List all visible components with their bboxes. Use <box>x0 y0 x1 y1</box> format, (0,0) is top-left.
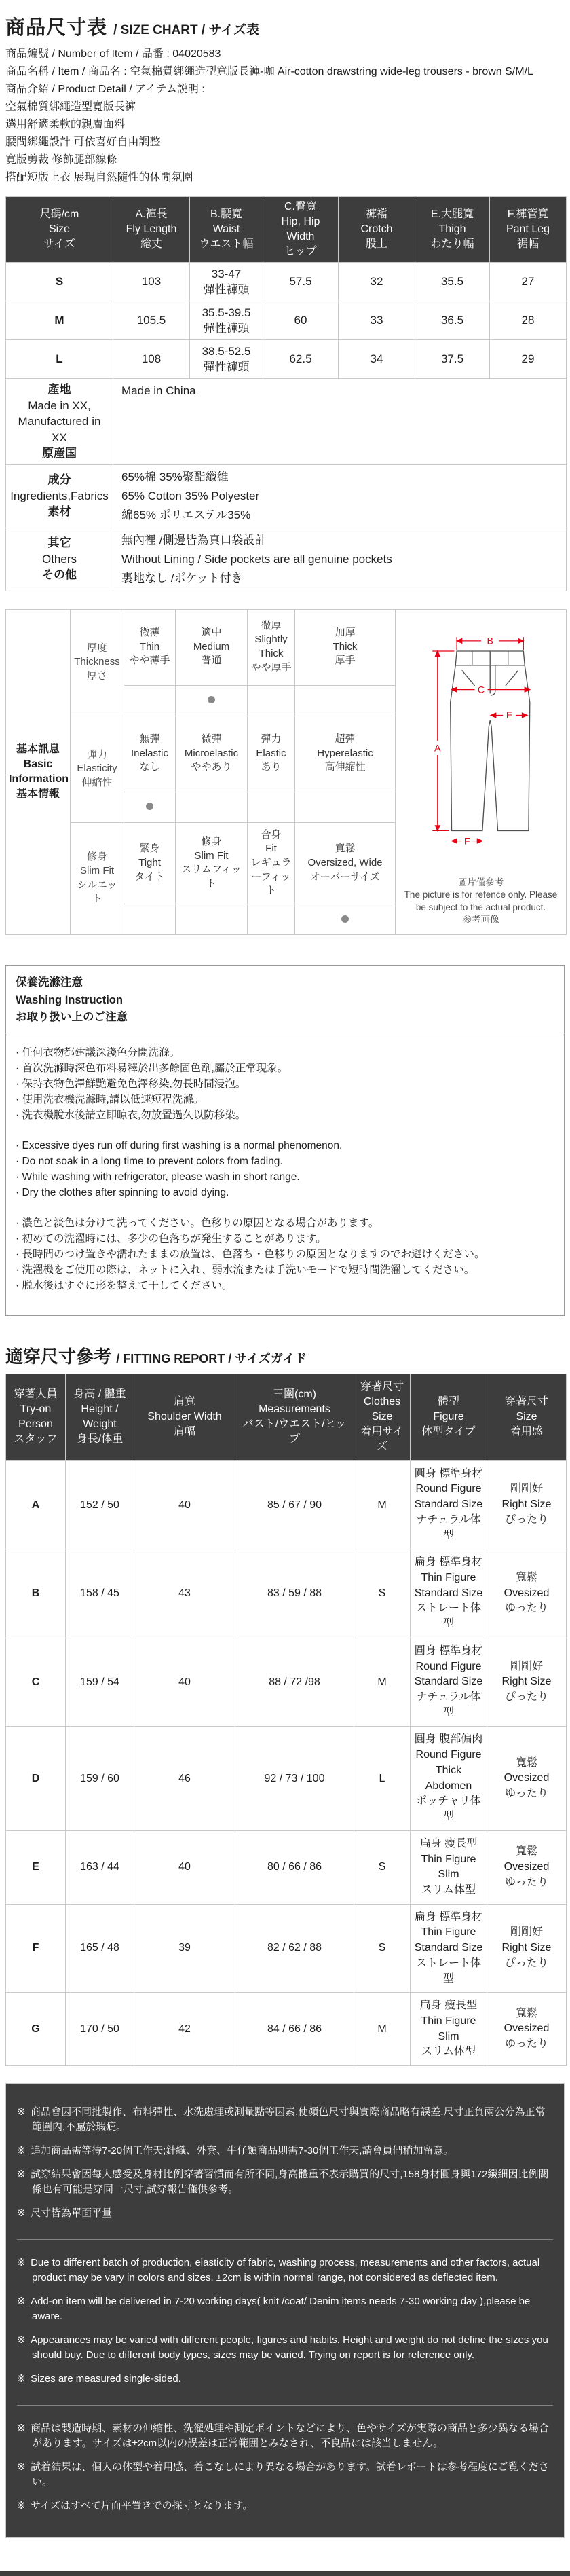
thickness-dot-cell <box>295 685 396 716</box>
thigh-cell: 37.5 <box>415 340 490 379</box>
col-hip: C.臀寬 Hip, Hip Width ヒップ <box>263 197 339 263</box>
measure-label-e: E <box>506 710 512 721</box>
elasticity-option-elastic: 彈力 Elastic あり <box>248 716 295 792</box>
col-clothes-size: 穿著尺寸 Clothes Size 着用サイズ <box>354 1374 411 1460</box>
col-waist: B.腰寬 Waist ウエスト幅 <box>190 197 263 263</box>
measurements-cell: 84 / 66 / 86 <box>235 1993 354 2066</box>
footer-note: ※ 試着結果は、個人の体型や着用感、着こなしにより異なる場合があります。試着レポートは参考程度にご覧ください。 <box>17 2460 553 2490</box>
clothes-size-cell: S <box>354 1904 411 1993</box>
page-title <box>5 12 565 40</box>
clothes-size-cell: M <box>354 1460 411 1549</box>
thickness-dot-cell <box>248 685 295 716</box>
trousers-measurement-diagram <box>400 617 562 870</box>
diagram-caption: 圖片僅參考 The picture is for refence only. Please be subject to the actual product. 参考画像 <box>404 877 558 925</box>
fitting-report-heading <box>5 1343 565 1368</box>
col-tryon-person: 穿著人員 Try-on Person スタッフ <box>6 1374 66 1460</box>
washing-note: · 保持衣物色澤鮮艷避免色澤移染,勿長時間浸泡。 <box>16 1076 554 1092</box>
fitting-row <box>6 1638 567 1727</box>
size-row <box>6 340 567 379</box>
others-label: 其它 Others その他 <box>6 528 113 591</box>
col-fly-length: A.褲長 Fly Length 総丈 <box>113 197 190 263</box>
crotch-cell: 34 <box>339 340 415 379</box>
slimfit-dot-cell <box>176 904 248 935</box>
measurements-cell: 88 / 72 /98 <box>235 1638 354 1727</box>
slimfit-dot-cell <box>295 904 396 935</box>
washing-instruction-box <box>5 965 565 1316</box>
elasticity-label: 彈力 Elasticity 伸縮性 <box>71 716 124 822</box>
pant-leg-cell: 28 <box>490 301 567 340</box>
slimfit-option-fit: 合身 Fit レギュラーフィット <box>248 822 295 904</box>
person-cell: E <box>6 1830 66 1904</box>
footer-notes-box <box>5 2083 565 2538</box>
washing-notes-en <box>16 1138 554 1200</box>
measurement-diagram-cell <box>396 609 567 934</box>
shoulder-cell: 43 <box>134 1549 235 1638</box>
figure-cell: 扁身 標準身材 Thin Figure Standard Size ストレート体型 <box>411 1904 487 1993</box>
size-feel-cell: 寬鬆 Ovesized ゆったり <box>487 1727 567 1830</box>
fitting-row <box>6 1830 567 1904</box>
measure-label-a: A <box>434 742 441 754</box>
size-row <box>6 301 567 340</box>
origin-row <box>6 379 567 464</box>
thigh-cell: 35.5 <box>415 263 490 301</box>
footer-note: ※ Sizes are measured single-sided. <box>17 2372 553 2387</box>
washing-note: · Dry the clothes after spinning to avoid dying. <box>16 1185 554 1200</box>
pant-leg-cell: 27 <box>490 263 567 301</box>
thickness-option-thick: 加厚 Thick 厚手 <box>295 609 396 685</box>
washing-notes-ja <box>16 1215 554 1293</box>
footer-note: ※ 尺寸皆為單面平量 <box>17 2206 553 2221</box>
clothes-size-cell: M <box>354 1638 411 1727</box>
shoulder-cell: 40 <box>134 1460 235 1549</box>
thickness-options-row <box>6 609 567 685</box>
size-feel-cell: 剛剛好 Right Size ぴったり <box>487 1460 567 1549</box>
clothes-size-cell: L <box>354 1727 411 1830</box>
washing-note: · 洗衣機脫水後請立即晾衣,勿放置過久以防移染。 <box>16 1107 554 1123</box>
fitting-row <box>6 1460 567 1549</box>
page-title-zh: 商品尺寸表 <box>5 17 108 39</box>
selected-dot-icon <box>208 696 215 703</box>
col-height-weight: 身高 / 體重 Height / Weight 身長/体重 <box>66 1374 134 1460</box>
waist-cell: 35.5-39.5 彈性褲頭 <box>190 301 263 340</box>
shoulder-cell: 46 <box>134 1727 235 1830</box>
measurements-cell: 85 / 67 / 90 <box>235 1460 354 1549</box>
crotch-cell: 33 <box>339 301 415 340</box>
height-weight-cell: 163 / 44 <box>66 1830 134 1904</box>
size-feel-cell: 寬鬆 Ovesized ゆったり <box>487 1993 567 2066</box>
col-measurements: 三圍(cm) Measurements バスト/ウエスト/ヒップ <box>235 1374 354 1460</box>
elasticity-dot-cell <box>124 792 176 822</box>
fabric-label: 成分 Ingredients,Fabrics 素材 <box>6 464 113 528</box>
footer-note: ※ Add-on item will be delivered in 7-20 working days( knit /coat/ Denim items needs 7-30 working day ),please be aware. <box>17 2294 553 2324</box>
person-cell: G <box>6 1993 66 2066</box>
size-table <box>5 196 567 591</box>
product-detail-line: 選用舒適柔軟的親膚面料 <box>5 119 126 130</box>
washing-note: · 首次洗滌時深色布料易釋於出多餘固色劑,屬於正常現象。 <box>16 1061 554 1076</box>
size-feel-cell: 剛剛好 Right Size ぴったり <box>487 1638 567 1727</box>
others-row <box>6 528 567 591</box>
item-number-line: 商品編號 / Number of Item / 品番 : 04020583 <box>5 48 221 60</box>
product-detail-line: 搭配短版上衣 展現自然隨性的休閒氛圍 <box>5 172 193 183</box>
figure-cell: 圓身 腹部偏肉 Round Figure Thick Abdomen ポッチャリ体型 <box>411 1727 487 1830</box>
page-title-suffix: / SIZE CHART / サイズ表 <box>113 23 259 37</box>
origin-value: Made in China <box>113 379 567 464</box>
footer-note: ※ サイズはすべて片面平置きでの採寸となります。 <box>17 2499 553 2514</box>
slimfit-dot-cell <box>248 904 295 935</box>
figure-cell: 扁身 瘦長型 Thin Figure Slim スリム体型 <box>411 1993 487 2066</box>
product-detail-label: 商品介紹 / Product Detail / アイテム説明 : <box>5 84 205 95</box>
hip-cell: 57.5 <box>263 263 339 301</box>
fitting-row <box>6 1993 567 2066</box>
fabric-value: 65%棉 35%聚酯纖維 65% Cotton 35% Polyester 綿65% ポリエステル35% <box>113 464 567 528</box>
slimfit-option-tight: 緊身 Tight タイト <box>124 822 176 904</box>
height-weight-cell: 170 / 50 <box>66 1993 134 2066</box>
height-weight-cell: 152 / 50 <box>66 1460 134 1549</box>
selected-dot-icon <box>341 915 349 923</box>
thickness-dot-cell <box>124 685 176 716</box>
shoulder-cell: 40 <box>134 1638 235 1727</box>
washing-note: · 初めての洗濯時には、多少の色落ちが発生することがあります。 <box>16 1231 554 1247</box>
washing-instruction-body <box>6 1035 564 1315</box>
height-weight-cell: 159 / 54 <box>66 1638 134 1727</box>
height-weight-cell: 159 / 60 <box>66 1727 134 1830</box>
bottom-divider-bar <box>0 2571 570 2576</box>
fitting-row <box>6 1727 567 1830</box>
footer-note: ※ Appearances may be varied with different people, figures and habits. Height and weight do not define the sizes you should buy. Due to different body types, sizes may be varied. Trying on report is for reference only. <box>17 2333 553 2363</box>
size-cell: L <box>6 340 113 379</box>
figure-cell: 圓身 標準身材 Round Figure Standard Size ナチュラル体型 <box>411 1638 487 1727</box>
footer-notes-en <box>17 2239 553 2405</box>
basic-info-title: 基本訊息 Basic Information 基本情報 <box>6 609 71 934</box>
basic-info-table <box>5 609 567 935</box>
elasticity-option-inelastic: 無彈 Inelastic なし <box>124 716 176 792</box>
washing-note: · 脱水後はすぐに形を整えて干してください。 <box>16 1278 554 1293</box>
footer-notes-zh <box>17 2089 553 2239</box>
col-size-feel: 穿著尺寸 Size 着用感 <box>487 1374 567 1460</box>
measurements-cell: 80 / 66 / 86 <box>235 1830 354 1904</box>
col-shoulder-width: 肩寬 Shoulder Width 肩幅 <box>134 1374 235 1460</box>
washing-instruction-title: 保養洗滌注意 Washing Instruction お取り扱い上のご注意 <box>6 966 564 1035</box>
size-row <box>6 263 567 301</box>
elasticity-dot-cell <box>248 792 295 822</box>
washing-note: · 任何衣物都建議深淺色分開洗滌。 <box>16 1045 554 1061</box>
col-size: 尺碼/cm Size サイズ <box>6 197 113 263</box>
footer-note: ※ 試穿結果會因每人感受及身材比例穿著習慣而有所不同,身高體重不表示購買的尺寸,158身材圓身與172纖細因比例關係也有可能是穿同一尺寸,試穿報告僅供參考。 <box>17 2167 553 2197</box>
size-feel-cell: 寬鬆 Ovesized ゆったり <box>487 1549 567 1638</box>
washing-note: · While washing with refrigerator, please wash in short range. <box>16 1169 554 1185</box>
fitting-row <box>6 1549 567 1638</box>
washing-note: · 使用洗衣機洗滌時,請以低速短程洗滌。 <box>16 1092 554 1107</box>
measurements-cell: 83 / 59 / 88 <box>235 1549 354 1638</box>
measure-label-f: F <box>463 835 470 847</box>
fitting-table <box>5 1374 567 2066</box>
fitting-header-row <box>6 1374 567 1460</box>
thickness-option-medium: 適中 Medium 普通 <box>176 609 248 685</box>
size-feel-cell: 寬鬆 Ovesized ゆったり <box>487 1830 567 1904</box>
col-thigh: E.大腿寬 Thigh わたり幅 <box>415 197 490 263</box>
slimfit-dot-cell <box>124 904 176 935</box>
elasticity-option-hyperelastic: 超彈 Hyperelastic 高伸縮性 <box>295 716 396 792</box>
product-detail-line: 腰間綁繩設計 可依喜好自由調整 <box>5 136 161 148</box>
measure-label-b: B <box>486 636 493 647</box>
shoulder-cell: 39 <box>134 1904 235 1993</box>
person-cell: C <box>6 1638 66 1727</box>
slimfit-option-oversized: 寬鬆 Oversized, Wide オーバーサイズ <box>295 822 396 904</box>
hip-cell: 60 <box>263 301 339 340</box>
product-detail-line: 寬版剪裁 修飾腿部線條 <box>5 154 117 166</box>
footer-note: ※ Due to different batch of production, elasticity of fabric, washing process, measurements and other factors, actual product may be vary in colors and sizes. ±2cm is within normal range, not considered as deflected item. <box>17 2256 553 2285</box>
washing-note: · Excessive dyes run off during first washing is a normal phenomenon. <box>16 1138 554 1154</box>
thickness-option-slightly-thick: 微厚 Slightly Thick やや厚手 <box>248 609 295 685</box>
shoulder-cell: 42 <box>134 1993 235 2066</box>
slimfit-option-slim: 修身 Slim Fit スリムフィット <box>176 822 248 904</box>
size-feel-cell: 剛剛好 Right Size ぴったり <box>487 1904 567 1993</box>
origin-label: 產地 Made in XX, Manufactured in XX 原産国 <box>6 379 113 464</box>
person-cell: F <box>6 1904 66 1993</box>
washing-notes-zh <box>16 1045 554 1123</box>
measurements-cell: 92 / 73 / 100 <box>235 1727 354 1830</box>
hip-cell: 62.5 <box>263 340 339 379</box>
washing-note: · 洗濯機をご使用の際は、ネットに入れ、弱水流または手洗いモードで短時間洗濯してください。 <box>16 1262 554 1278</box>
size-chart-page <box>0 12 570 2538</box>
size-cell: M <box>6 301 113 340</box>
selected-dot-icon <box>146 803 153 810</box>
fly-length-cell: 105.5 <box>113 301 190 340</box>
elasticity-option-microelastic: 微彈 Microelastic ややあり <box>176 716 248 792</box>
fly-length-cell: 108 <box>113 340 190 379</box>
fitting-heading-zh: 適穿尺寸參考 <box>5 1346 112 1367</box>
clothes-size-cell: M <box>354 1993 411 2066</box>
fitting-row <box>6 1904 567 1993</box>
waist-cell: 38.5-52.5 彈性褲頭 <box>190 340 263 379</box>
fabric-row <box>6 464 567 528</box>
footer-note: ※ 商品會因不同批製作、布料彈性、水洗處理或測量點等因素,使顏色尺寸與實際商品略有誤差,尺寸正負兩公分為正常範圍內,不屬於瑕疵。 <box>17 2105 553 2135</box>
pant-leg-cell: 29 <box>490 340 567 379</box>
col-figure: 體型 Figure 体型タイプ <box>411 1374 487 1460</box>
elasticity-dot-cell <box>176 792 248 822</box>
size-table-header-row <box>6 197 567 263</box>
fly-length-cell: 103 <box>113 263 190 301</box>
measure-label-c: C <box>477 684 484 695</box>
others-value: 無內裡 /側邊皆為真口袋設計 Without Lining / Side pockets are all genuine pockets 裏地なし /ポケット付き <box>113 528 567 591</box>
waist-cell: 33-47 彈性褲頭 <box>190 263 263 301</box>
footer-note: ※ 追加商品需等待7-20個工作天;針織、外套、牛仔類商品則需7-30個工作天,請會員們稍加留意。 <box>17 2143 553 2158</box>
thickness-label: 厚度 Thickness 厚さ <box>71 609 124 716</box>
slimfit-label: 修身 Slim Fit シルエット <box>71 822 124 934</box>
clothes-size-cell: S <box>354 1830 411 1904</box>
size-cell: S <box>6 263 113 301</box>
figure-cell: 扁身 標準身材 Thin Figure Standard Size ストレート体型 <box>411 1549 487 1638</box>
shoulder-cell: 40 <box>134 1830 235 1904</box>
elasticity-dot-cell <box>295 792 396 822</box>
person-cell: B <box>6 1549 66 1638</box>
clothes-size-cell: S <box>354 1549 411 1638</box>
person-cell: D <box>6 1727 66 1830</box>
thickness-option-thin: 微薄 Thin やや薄手 <box>124 609 176 685</box>
size-table-body <box>6 263 567 591</box>
person-cell: A <box>6 1460 66 1549</box>
fitting-table-body <box>6 1460 567 2065</box>
washing-note: · 濃色と淡色は分けて洗ってください。色移りの原因となる場合があります。 <box>16 1215 554 1231</box>
thigh-cell: 36.5 <box>415 301 490 340</box>
height-weight-cell: 158 / 45 <box>66 1549 134 1638</box>
footer-notes-ja <box>17 2405 553 2532</box>
product-detail-line: 空氣棉質綁繩造型寬版長褲 <box>5 101 136 113</box>
figure-cell: 圓身 標準身材 Round Figure Standard Size ナチュラル体型 <box>411 1460 487 1549</box>
height-weight-cell: 165 / 48 <box>66 1904 134 1993</box>
item-name-line: 商品名稱 / Item / 商品名 : 空氣棉質綁繩造型寬版長褲-咖 Air-cotton drawstring wide-leg trousers - brown S/M/L <box>5 66 533 77</box>
crotch-cell: 32 <box>339 263 415 301</box>
washing-note: · 長時間のつけ置きや濡れたままの放置は、色落ち・色移りの原因となりますのでお避けください。 <box>16 1247 554 1262</box>
col-crotch: 褲襠 Crotch 股上 <box>339 197 415 263</box>
measurements-cell: 82 / 62 / 88 <box>235 1904 354 1993</box>
footer-note: ※ 商品は製造時期、素材の伸縮性、洗濯処理や測定ポイントなどにより、色やサイズが実際の商品と多少異なる場合があります。サイズは±2cm以内の誤差は正常範囲とみなされ、不良品には該当しません。 <box>17 2421 553 2451</box>
col-pant-leg: F.褲管寬 Pant Leg 裾幅 <box>490 197 567 263</box>
figure-cell: 扁身 瘦長型 Thin Figure Slim スリム体型 <box>411 1830 487 1904</box>
washing-note: · Do not soak in a long time to prevent colors from fading. <box>16 1154 554 1169</box>
thickness-dot-cell <box>176 685 248 716</box>
fitting-heading-suffix: / FITTING REPORT / サイズガイド <box>116 1351 307 1365</box>
